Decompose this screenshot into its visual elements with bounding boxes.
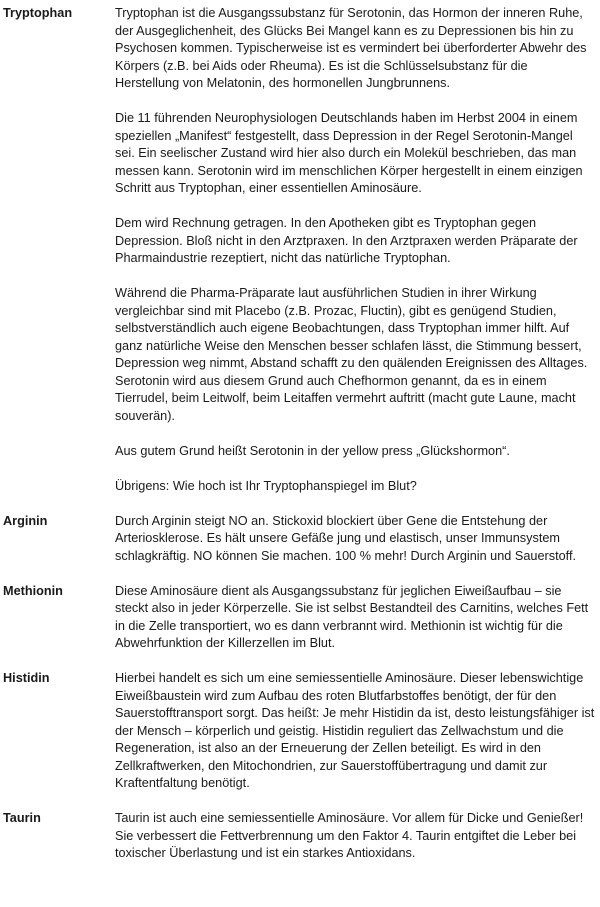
paragraph: Die 11 führenden Neurophysiologen Deutschlands haben im Herbst 2004 in einem speziellen „Manifest“ festgestellt, dass Depression in der Regel Serotonin-Mangel sei. Ein seelischer Zustand wird hier also durch ein Molekül beschrieben, das man messen kann. Serotonin wird im menschlichen Körper hergestellt in einem einzigen Schritt aus Tryptophan, einer essentiellen Aminosäure.	[115, 111, 583, 195]
definition-section	[3, 513, 595, 583]
term-label: Tryptophan	[3, 6, 73, 20]
paragraph: Taurin ist auch eine semiessentielle Aminosäure. Vor allem für Dicke und Genießer! Sie verbessert die Fettverbrennung um den Faktor 4. Taurin entgiftet die Leber bei toxischer Überlastung und ist ein starkes Antioxidans.	[115, 811, 584, 860]
term-description	[115, 810, 595, 880]
term-description	[115, 670, 595, 810]
term-label: Methionin	[3, 583, 63, 598]
definition-section	[3, 670, 595, 810]
definition-section	[3, 5, 595, 513]
term-description	[115, 583, 595, 671]
term-description	[115, 513, 595, 583]
paragraph: Dem wird Rechnung getragen. In den Apotheken gibt es Tryptophan gegen Depression. Bloß nicht in den Arztpraxen. In den Arztpraxen werden Präparate der Pharmaindustrie rezeptiert, nicht das natürliche Tryptophan.	[115, 216, 578, 265]
term-label: Histidin	[3, 671, 50, 685]
term-description	[115, 5, 595, 513]
paragraph: Durch Arginin steigt NO an. Stickoxid blockiert über Gene die Entstehung der Arteriosklerose. Es hält unsere Gefäße jung und elastisch, unser Immunsystem schlagkräftig. NO können Sie machen. 100 % mehr! Durch Arginin und Sauerstoff.	[115, 513, 576, 563]
definition-list	[3, 5, 595, 880]
paragraph: Diese Aminosäure dient als Ausgangssubstanz für jeglichen Eiweißaufbau – sie steckt also in jeder Körperzelle. Sie ist selbst Bestandteil des Carnitins, welches Fett in die Zelle transportiert, wo es dann verbrannt wird. Methionin ist wichtig für die Abwehrfunktion der Killerzellen im Blut.	[115, 583, 589, 650]
paragraph: Während die Pharma-Präparate laut ausführlichen Studien in ihrer Wirkung vergleichbar sind mit Placebo (z.B. Prozac, Fluctin), gibt es genügend Studien, selbstverständlich auch eigene Beobachtungen, dass Tryptophan immer hilft. Auf ganz natürliche Weise den Menschen besser schlafen lässt, die Stimmung bessert, Depression weg nimmt, Abstand schafft zu den quälenden Ereignissen des Alltages. Serotonin wird aus diesem Grund auch Chefhormon genannt, da es in einem Tierrudel, beim Leitwolf, beim Leitaffen vermehrt auftritt (macht gute Laune, macht souverän).	[115, 286, 588, 423]
paragraph: Übrigens: Wie hoch ist Ihr Tryptophanspiegel im Blut?	[115, 478, 417, 493]
definition-section	[3, 810, 595, 880]
term-label: Taurin	[3, 811, 41, 825]
term-label: Arginin	[3, 513, 48, 528]
paragraph: Tryptophan ist die Ausgangssubstanz für Serotonin, das Hormon der inneren Ruhe, der Ausgeglichenheit, des Glücks Bei Mangel kann es zu Depressionen bis hin zu Psychosen kommen. Typischerweise ist es vermindert bei überforderter Abwehr des Körpers (z.B. bei Aids oder Rheuma). Es ist die Schlüsselsubstanz für die Herstellung von Melatonin, des hormonellen Jungbrunnens.	[115, 6, 587, 90]
definition-section	[3, 583, 595, 671]
paragraph: Hierbei handelt es sich um eine semiessentielle Aminosäure. Dieser lebenswichtige Eiweißbaustein wird zum Aufbau des roten Blutfarbstoffes benötigt, der für den Sauerstofftransport sorgt. Das heißt: Je mehr Histidin da ist, desto leistungsfähiger ist der Mensch – körperlich und geistig. Histidin reguliert das Zellwachstum und die Regeneration, ist also an der Erneuerung der Zellen beteiligt. Es wird in den Zellkraftwerken, den Mitochondrien, zur Sauerstoffübertragung und damit zur Kraftentfaltung benötigt.	[115, 671, 595, 790]
paragraph: Aus gutem Grund heißt Serotonin in der yellow press „Glückshormon“.	[115, 443, 510, 458]
